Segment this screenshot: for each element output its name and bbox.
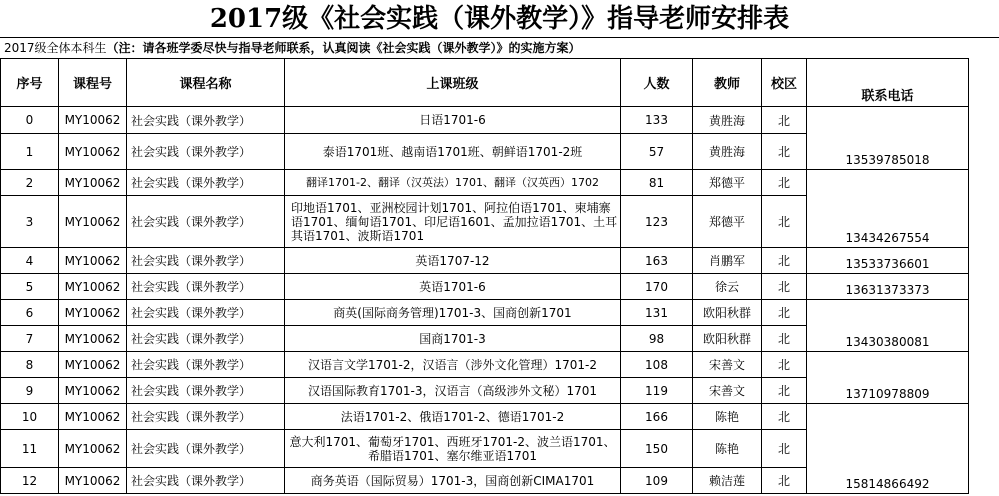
cell-code: MY10062 [59,352,127,378]
table-row [1,248,969,274]
cell-no: 4 [1,248,59,274]
cell-classes: 商务英语（国际贸易）1701-3，国商创新CIMA1701 [285,468,621,494]
cell-classes: 英语1701-6 [285,274,621,300]
cell-code: MY10062 [59,404,127,430]
cell-no: 2 [1,170,59,196]
cell-count: 123 [621,196,693,248]
cell-code: MY10062 [59,134,127,170]
cell-teacher: 宋善文 [693,378,762,404]
cell-campus: 北 [762,134,807,170]
cell-name: 社会实践（课外教学） [127,248,285,274]
cell-phone: 13710978809 [807,352,969,404]
cell-code: MY10062 [59,248,127,274]
cell-campus: 北 [762,107,807,134]
cell-campus: 北 [762,430,807,468]
cell-phone: 13539785018 [807,107,969,170]
cell-teacher: 欧阳秋群 [693,326,762,352]
cell-name: 社会实践（课外教学） [127,170,285,196]
cell-no: 5 [1,274,59,300]
cell-name: 社会实践（课外教学） [127,107,285,134]
cell-phone: 13430380081 [807,300,969,352]
cell-no: 6 [1,300,59,326]
cell-phone: 13631373373 [807,274,969,300]
table-row [1,404,969,430]
cell-no: 10 [1,404,59,430]
cell-name: 社会实践（课外教学） [127,134,285,170]
cell-count: 170 [621,274,693,300]
cell-campus: 北 [762,196,807,248]
cell-campus: 北 [762,352,807,378]
cell-count: 109 [621,468,693,494]
cell-name: 社会实践（课外教学） [127,300,285,326]
cell-teacher: 黄胜海 [693,107,762,134]
cell-no: 1 [1,134,59,170]
cell-name: 社会实践（课外教学） [127,352,285,378]
cell-count: 163 [621,248,693,274]
cell-no: 12 [1,468,59,494]
cell-count: 57 [621,134,693,170]
cell-count: 108 [621,352,693,378]
cell-phone: 13533736601 [807,248,969,274]
cell-classes: 印地语1701、亚洲校园计划1701、阿拉伯语1701、柬埔寨语1701、缅甸语1701、印尼语1601、孟加拉语1701、土耳其语1701、波斯语1701 [285,196,621,248]
cell-classes: 意大利1701、葡萄牙1701、西班牙1701-2、波兰语1701、希腊语1701、塞尔维亚语1701 [285,430,621,468]
table-row [1,170,969,196]
cell-classes: 泰语1701班、越南语1701班、朝鲜语1701-2班 [285,134,621,170]
cell-count: 150 [621,430,693,468]
cell-name: 社会实践（课外教学） [127,468,285,494]
cell-teacher: 徐云 [693,274,762,300]
header-row [1,59,969,107]
cell-phone: 15814866492 [807,404,969,494]
cell-no: 9 [1,378,59,404]
cell-no: 8 [1,352,59,378]
cell-phone: 13434267554 [807,170,969,248]
cell-classes: 汉语国际教育1701-3，汉语言（高级涉外文秘）1701 [285,378,621,404]
header-phone: 联系电话 [807,59,969,107]
cell-teacher: 宋善文 [693,352,762,378]
cell-code: MY10062 [59,274,127,300]
cell-code: MY10062 [59,300,127,326]
cell-campus: 北 [762,300,807,326]
cell-count: 166 [621,404,693,430]
cell-code: MY10062 [59,430,127,468]
cell-no: 0 [1,107,59,134]
cell-teacher: 欧阳秋群 [693,300,762,326]
table-row [1,352,969,378]
header-campus: 校区 [762,59,807,107]
cell-classes: 日语1701-6 [285,107,621,134]
header-name: 课程名称 [127,59,285,107]
cell-campus: 北 [762,170,807,196]
cell-name: 社会实践（课外教学） [127,430,285,468]
cell-teacher: 肖鹏军 [693,248,762,274]
cell-teacher: 郑德平 [693,196,762,248]
table-row [1,107,969,134]
header-classes: 上课班级 [285,59,621,107]
cell-code: MY10062 [59,468,127,494]
cell-name: 社会实践（课外教学） [127,378,285,404]
cell-no: 11 [1,430,59,468]
cell-code: MY10062 [59,326,127,352]
cell-count: 98 [621,326,693,352]
subtitle [0,38,999,58]
cell-classes: 法语1701-2、俄语1701-2、德语1701-2 [285,404,621,430]
header-teacher: 教师 [693,59,762,107]
header-code: 课程号 [59,59,127,107]
table-row [1,300,969,326]
cell-classes: 翻译1701-2、翻译（汉英法）1701、翻译（汉英西）1702 [285,170,621,196]
cell-campus: 北 [762,468,807,494]
cell-count: 119 [621,378,693,404]
cell-name: 社会实践（课外教学） [127,326,285,352]
schedule-table-wrapper [0,58,969,494]
cell-campus: 北 [762,274,807,300]
cell-name: 社会实践（课外教学） [127,196,285,248]
cell-count: 81 [621,170,693,196]
cell-teacher: 陈艳 [693,404,762,430]
cell-campus: 北 [762,326,807,352]
header-count: 人数 [621,59,693,107]
cell-count: 131 [621,300,693,326]
subtitle-note: （注：请各班学委尽快与指导老师联系，认真阅读《社会实践（课外教学）》的实施方案） [106,41,581,55]
cell-teacher: 赖洁莲 [693,468,762,494]
cell-teacher: 黄胜海 [693,134,762,170]
cell-teacher: 郑德平 [693,170,762,196]
cell-name: 社会实践（课外教学） [127,404,285,430]
cell-classes: 英语1707-12 [285,248,621,274]
table-row [1,274,969,300]
page-title: 2017级《社会实践（课外教学）》指导老师安排表 [0,0,999,38]
cell-classes: 商英(国际商务管理)1701-3、国商创新1701 [285,300,621,326]
cell-no: 3 [1,196,59,248]
cell-code: MY10062 [59,170,127,196]
cell-no: 7 [1,326,59,352]
cell-campus: 北 [762,378,807,404]
cell-name: 社会实践（课外教学） [127,274,285,300]
subtitle-prefix: 2017级全体本科生 [4,41,107,55]
cell-count: 133 [621,107,693,134]
schedule-table [0,58,969,494]
cell-code: MY10062 [59,107,127,134]
header-no: 序号 [1,59,59,107]
cell-teacher: 陈艳 [693,430,762,468]
cell-code: MY10062 [59,196,127,248]
cell-classes: 汉语言文学1701-2，汉语言（涉外文化管理）1701-2 [285,352,621,378]
cell-classes: 国商1701-3 [285,326,621,352]
cell-campus: 北 [762,248,807,274]
cell-code: MY10062 [59,378,127,404]
cell-campus: 北 [762,404,807,430]
